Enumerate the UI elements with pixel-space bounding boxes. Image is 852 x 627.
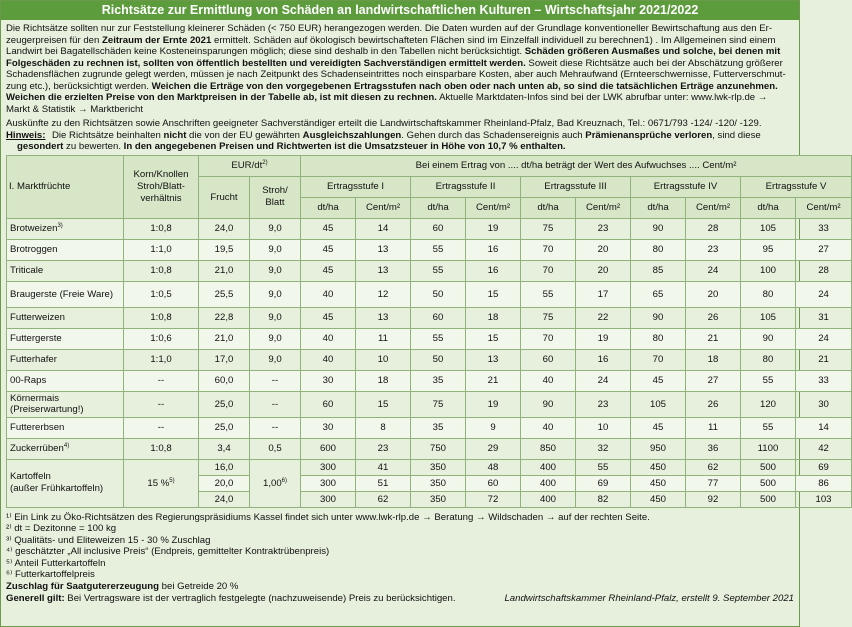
cent-cell: 26 xyxy=(686,307,741,328)
yield-cell: 850 xyxy=(521,438,576,459)
yield-cell: 40 xyxy=(301,349,356,370)
crop-label: (außer Frühkartoffeln) xyxy=(10,483,104,494)
hint-line xyxy=(52,130,794,142)
intro-bold-part: Weichen die Erträge von den vorgegebenen Ertragsstufen nach oben oder nach unten ab, so sind die tatsächlichen Erträge anzunehmen. xyxy=(151,80,778,92)
cent-cell: 48 xyxy=(466,459,521,475)
yield-cell: 80 xyxy=(741,281,796,307)
footnote: ²⁾ dt = Dezitonne = 100 kg xyxy=(6,523,117,535)
intro-text-part: Landwirt bei Bagatellschäden keine Kosteneinsparungen möglich; diese sind deshalb in den Tabellen nicht berücksichtigt. xyxy=(6,46,525,57)
yield-cell: 750 xyxy=(411,438,466,459)
cent-cell: 15 xyxy=(466,328,521,349)
ratio-cell: -- xyxy=(124,370,199,391)
intro-text-part: zeugerpreisen für den xyxy=(6,34,102,46)
crop-name xyxy=(7,260,124,281)
header-unit-ct: Cent/m² xyxy=(356,197,411,218)
hint-part: Die Richtsätze beinhalten xyxy=(52,129,164,141)
cent-cell: 69 xyxy=(576,475,631,491)
cent-cell: 21 xyxy=(686,328,741,349)
yield-cell: 55 xyxy=(411,328,466,349)
header-stage: Ertragsstufe V xyxy=(741,176,852,197)
fruit-price-cell: 22,8 xyxy=(199,307,250,328)
cent-cell: 33 xyxy=(796,370,852,391)
yield-cell: 450 xyxy=(631,491,686,507)
cent-cell: 17 xyxy=(576,281,631,307)
vat-note: In den angegebenen Preisen und Richtwerten ist die Umsatzsteuer in Höhe von 10,7 % enthalten. xyxy=(123,141,566,152)
hint-bold-part: gesondert xyxy=(17,141,64,152)
straw-price-cell: -- xyxy=(250,417,301,438)
cent-cell: 14 xyxy=(356,218,411,239)
hint-bold-part: Ausgleichszahlungen xyxy=(302,129,402,141)
footnote: ⁶⁾ Futterkartoffelpreis xyxy=(6,569,95,581)
yield-cell: 75 xyxy=(521,307,576,328)
cent-cell: 23 xyxy=(576,391,631,417)
fruit-price-cell: 3,4 xyxy=(199,438,250,459)
yield-cell: 70 xyxy=(631,349,686,370)
table-row xyxy=(7,370,852,391)
cent-cell: 16 xyxy=(466,239,521,260)
yield-cell: 350 xyxy=(411,459,466,475)
yield-cell: 35 xyxy=(411,417,466,438)
fruit-price-cell: 24,0 xyxy=(199,218,250,239)
table-row xyxy=(7,438,852,459)
general-rule xyxy=(6,593,456,605)
cent-cell: 13 xyxy=(356,260,411,281)
table-row xyxy=(7,260,852,281)
cent-cell: 103 xyxy=(796,491,852,507)
header-unit-dt: dt/ha xyxy=(411,197,466,218)
cent-cell: 13 xyxy=(356,239,411,260)
ratio-value: 15 % xyxy=(147,477,170,489)
yield-cell: 400 xyxy=(521,459,576,475)
yield-cell: 40 xyxy=(301,281,356,307)
table-row xyxy=(7,328,852,349)
yield-cell: 90 xyxy=(631,218,686,239)
cent-cell: 20 xyxy=(576,239,631,260)
cent-cell: 92 xyxy=(686,491,741,507)
table-row xyxy=(7,459,852,475)
yield-cell: 120 xyxy=(741,391,796,417)
cent-cell: 33 xyxy=(796,218,852,239)
cent-cell: 10 xyxy=(576,417,631,438)
straw-price-cell: -- xyxy=(250,370,301,391)
yield-cell: 45 xyxy=(301,218,356,239)
table-row xyxy=(7,417,852,438)
table-row xyxy=(7,281,852,307)
hint-part: die von der EU gewährten xyxy=(186,129,303,141)
straw-price-cell: 9,0 xyxy=(250,349,301,370)
seed-surcharge-value: bei Getreide 20 % xyxy=(159,581,239,593)
yield-cell: 105 xyxy=(631,391,686,417)
ratio-cell: 1:1,0 xyxy=(124,239,199,260)
ratio-cell: -- xyxy=(124,391,199,417)
yield-cell: 500 xyxy=(741,459,796,475)
yield-cell: 65 xyxy=(631,281,686,307)
crop-name xyxy=(7,370,124,391)
yield-cell: 55 xyxy=(411,260,466,281)
yield-cell: 55 xyxy=(521,281,576,307)
crop-name xyxy=(7,281,124,307)
crop-label: Futtererbsen xyxy=(10,422,65,433)
footnotes xyxy=(1,508,799,605)
intro-text-part: zung etc.), berücksichtigt werden. xyxy=(6,80,152,92)
cent-cell: 23 xyxy=(576,218,631,239)
hint-label: Hinweis: xyxy=(6,129,46,141)
cent-cell: 62 xyxy=(356,491,411,507)
cent-cell: 18 xyxy=(356,370,411,391)
crop-label: Futterweizen xyxy=(10,312,65,323)
ratio-cell: 1:1,0 xyxy=(124,349,199,370)
hint-block xyxy=(6,130,794,142)
yield-cell: 450 xyxy=(631,475,686,491)
footnote: ⁴⁾ geschätzter „All inclusive Preis“ (Endpreis, gemittelter Kontraktrübenpreis) xyxy=(6,546,330,558)
cent-cell: 21 xyxy=(466,370,521,391)
header-eur-label: EUR/dt xyxy=(231,160,263,171)
footnote-ref: 4) xyxy=(63,442,70,449)
crop-name xyxy=(7,328,124,349)
crop-label: Braugerste (Freie Ware) xyxy=(10,288,114,300)
yield-cell: 300 xyxy=(301,491,356,507)
yield-cell: 70 xyxy=(521,260,576,281)
yield-cell: 80 xyxy=(631,328,686,349)
yield-cell: 350 xyxy=(411,475,466,491)
yield-cell: 1100 xyxy=(741,438,796,459)
crop-label: Triticale xyxy=(10,265,44,276)
crop-label: Futtergerste xyxy=(10,333,62,344)
straw-price-cell xyxy=(250,459,301,507)
yield-cell: 60 xyxy=(411,307,466,328)
yield-cell: 55 xyxy=(741,417,796,438)
cent-cell: 24 xyxy=(576,370,631,391)
footnote-ref: 5) xyxy=(169,477,175,484)
header-straw: Stroh/ Blatt xyxy=(250,176,301,218)
general-rule-label: Generell gilt: xyxy=(6,592,65,604)
intro-line xyxy=(6,46,794,58)
yield-cell: 100 xyxy=(741,260,796,281)
yield-cell: 350 xyxy=(411,491,466,507)
yield-cell: 400 xyxy=(521,491,576,507)
yield-cell: 45 xyxy=(301,307,356,328)
header-unit-ct: Cent/m² xyxy=(466,197,521,218)
straw-price-cell: 9,0 xyxy=(250,239,301,260)
harvest-period: Zeitraum der Ernte 2021 xyxy=(102,34,212,46)
header-fruit: Frucht xyxy=(199,176,250,218)
ratio-cell: 1:0,6 xyxy=(124,328,199,349)
cent-cell: 18 xyxy=(466,307,521,328)
header-unit-dt: dt/ha xyxy=(631,197,686,218)
yield-cell: 600 xyxy=(301,438,356,459)
intro-bold-part: Schäden größeren Ausmaßes und solche, bei denen mit xyxy=(524,46,781,57)
cent-cell: 24 xyxy=(796,281,852,307)
yield-cell: 40 xyxy=(521,417,576,438)
yield-cell: 95 xyxy=(741,239,796,260)
yield-cell: 90 xyxy=(521,391,576,417)
cent-cell: 24 xyxy=(686,260,741,281)
cent-cell: 18 xyxy=(686,349,741,370)
table-row xyxy=(7,391,852,417)
table-row xyxy=(7,239,852,260)
footnote: ¹⁾ Ein Link zu Öko-Richtsätzen des Regierungspräsidiums Kassel findet sich unter www.lwk-rlp.de → Beratung → Wildschaden → auf der rechten Seite. xyxy=(6,511,650,523)
cent-cell: 19 xyxy=(466,218,521,239)
cent-cell: 42 xyxy=(796,438,852,459)
crop-name xyxy=(7,239,124,260)
fruit-price-cell: 25,0 xyxy=(199,417,250,438)
header-unit-dt: dt/ha xyxy=(741,197,796,218)
yield-cell: 400 xyxy=(521,475,576,491)
cent-cell: 41 xyxy=(356,459,411,475)
cent-cell: 16 xyxy=(576,349,631,370)
ratio-cell: 1:0,8 xyxy=(124,260,199,281)
crop-name xyxy=(7,307,124,328)
cent-cell: 21 xyxy=(796,349,852,370)
hint-part: , sind diese xyxy=(712,129,761,141)
yield-cell: 105 xyxy=(741,307,796,328)
yield-cell: 55 xyxy=(411,239,466,260)
general-rule-row xyxy=(6,593,794,605)
fruit-price-cell: 25,5 xyxy=(199,281,250,307)
ratio-cell: 1:0,8 xyxy=(124,307,199,328)
cent-cell: 27 xyxy=(796,239,852,260)
cent-cell: 28 xyxy=(686,218,741,239)
intro-text-part: Soweit diese Richtsätze auch bei der Abschätzung größerer xyxy=(525,57,783,69)
crop-name xyxy=(7,438,124,459)
cent-cell: 19 xyxy=(466,391,521,417)
footnote-ref: 2) xyxy=(262,159,268,166)
crop-label: Futterhafer xyxy=(10,354,57,365)
cent-cell: 30 xyxy=(796,391,852,417)
fruit-price-cell: 21,0 xyxy=(199,260,250,281)
ratio-cell: 1:0,5 xyxy=(124,281,199,307)
crop-name xyxy=(7,349,124,370)
straw-price-cell: 9,0 xyxy=(250,281,301,307)
cent-cell: 60 xyxy=(466,475,521,491)
source-credit: Landwirtschaftskammer Rheinland-Pfalz, erstellt 9. September 2021 xyxy=(504,592,794,604)
yield-cell: 40 xyxy=(301,328,356,349)
crop-name xyxy=(7,459,124,507)
yield-cell: 60 xyxy=(521,349,576,370)
cent-cell: 86 xyxy=(796,475,852,491)
crop-label: 00-Raps xyxy=(10,375,47,386)
header-stage: Ertragsstufe III xyxy=(521,176,631,197)
cent-cell: 8 xyxy=(356,417,411,438)
fruit-price-cell: 25,0 xyxy=(199,391,250,417)
general-rule-text: Bei Vertragsware ist der vertraglich festgelegte (nachzuweisende) Preis zu berücksichtigen. xyxy=(64,592,456,604)
footnote: ³⁾ Qualitäts- und Eliteweizen 15 - 30 % Zuschlag xyxy=(6,534,211,546)
fruit-price-cell: 20,0 xyxy=(199,475,250,491)
header-ratio: Korn/Knollen Stroh/Blatt-verhältnis xyxy=(124,155,199,218)
yield-cell: 300 xyxy=(301,475,356,491)
crop-name xyxy=(7,417,124,438)
market-link-text: Aktuelle Marktdaten-Infos sind bei der LWK abrufbar unter: www.lwk-rlp.de → xyxy=(436,92,768,103)
header-unit-dt: dt/ha xyxy=(301,197,356,218)
page-title: Richtsätze zur Ermittlung von Schäden an landwirtschaftlichen Kulturen – Wirtschaftsjahr 2021/2022 xyxy=(1,1,799,20)
cent-cell: 14 xyxy=(796,417,852,438)
intro-text xyxy=(1,20,799,153)
yield-cell: 500 xyxy=(741,475,796,491)
cent-cell: 69 xyxy=(796,459,852,475)
yield-cell: 75 xyxy=(521,218,576,239)
yield-cell: 30 xyxy=(301,417,356,438)
intro-text-part: ermittelt. Schäden auf ökologisch bewirtschafteten Flächen sind im Einzelfall individuell zu berechnen1) . Im Allgemeinen sind einem xyxy=(211,34,776,46)
straw-price-cell: 9,0 xyxy=(250,260,301,281)
hint-part: . Gehen durch das Schadensereignis auch xyxy=(401,129,586,141)
cent-cell: 20 xyxy=(686,281,741,307)
yield-cell: 45 xyxy=(301,239,356,260)
yield-cell: 50 xyxy=(411,281,466,307)
cent-cell: 72 xyxy=(466,491,521,507)
cent-cell: 15 xyxy=(466,281,521,307)
yield-cell: 500 xyxy=(741,491,796,507)
cent-cell: 15 xyxy=(356,391,411,417)
cent-cell: 11 xyxy=(686,417,741,438)
footnote: ⁵⁾ Anteil Futterkartoffeln xyxy=(6,557,106,569)
header-unit-ct: Cent/m² xyxy=(686,197,741,218)
crop-name xyxy=(7,391,124,417)
yield-cell: 105 xyxy=(741,218,796,239)
cent-cell: 11 xyxy=(356,328,411,349)
cent-cell: 28 xyxy=(796,260,852,281)
header-stage: Ertragsstufe IV xyxy=(631,176,741,197)
ratio-cell: 1:0,8 xyxy=(124,218,199,239)
header-unit-ct: Cent/m² xyxy=(796,197,852,218)
intro-bold-part: Folgeschäden zu rechnen ist, sollten von öffentlich bestellten und vereidigten Sachverständigen ermittelt werden. xyxy=(6,57,526,69)
footnote-ref: 6) xyxy=(281,477,288,484)
straw-price-cell: -- xyxy=(250,391,301,417)
cent-cell: 23 xyxy=(686,239,741,260)
contact-info: Auskünfte zu den Richtsätzen sowie Anschriften geeigneter Sachverständiger erteilt die Landwirtschaftskammer Rheinland-Pfalz, Bad Kreuznach, Tel.: 0671/793 -124/ -120/ -129. xyxy=(6,118,762,129)
header-eur xyxy=(199,155,301,176)
header-stage: Ertragsstufe II xyxy=(411,176,521,197)
yield-cell: 70 xyxy=(521,328,576,349)
cent-cell: 22 xyxy=(576,307,631,328)
yield-cell: 40 xyxy=(521,370,576,391)
ratio-cell xyxy=(124,459,199,507)
yield-cell: 45 xyxy=(631,370,686,391)
hint-line xyxy=(6,141,794,153)
header-value: Bei einem Ertrag von .... dt/ha beträgt der Wert des Aufwuchses .... Cent/m² xyxy=(301,155,852,176)
intro-line xyxy=(6,81,794,93)
header-crop: I. Marktfrüchte xyxy=(7,155,124,218)
cent-cell: 16 xyxy=(466,260,521,281)
table-row xyxy=(7,218,852,239)
yield-cell: 300 xyxy=(301,459,356,475)
intro-line xyxy=(6,92,794,104)
cent-cell: 51 xyxy=(356,475,411,491)
yield-cell: 50 xyxy=(411,349,466,370)
cent-cell: 13 xyxy=(356,307,411,328)
straw-price-cell: 9,0 xyxy=(250,218,301,239)
yield-cell: 35 xyxy=(411,370,466,391)
yield-cell: 90 xyxy=(631,307,686,328)
yield-cell: 60 xyxy=(411,218,466,239)
cent-cell: 77 xyxy=(686,475,741,491)
hint-part: zu bewerten. xyxy=(63,141,124,152)
table-row xyxy=(7,349,852,370)
footnote-ref: 3) xyxy=(57,222,63,229)
intro-line: Schadensflächen zugrunde gelegt werden, müssen je nach Zeitpunkt des Schadenseintrittes noch einsparbare Kosten, aber auch Mehraufwand (Ernteerschwernisse, Futterverschmut- xyxy=(6,69,786,80)
cent-cell: 13 xyxy=(466,349,521,370)
header-stage: Ertragsstufe I xyxy=(301,176,411,197)
fruit-price-cell: 24,0 xyxy=(199,491,250,507)
seed-surcharge xyxy=(6,581,794,593)
ratio-cell: -- xyxy=(124,417,199,438)
hint-bold-part: Prämienansprüche verloren xyxy=(585,129,713,141)
cent-cell: 31 xyxy=(796,307,852,328)
crop-name xyxy=(7,218,124,239)
fruit-price-cell: 17,0 xyxy=(199,349,250,370)
intro-line: Die Richtsätze sollten nur zur Feststellung kleinerer Schäden (< 750 EUR) herangezogen werden. Die Daten wurden auf der Grundlage konventioneller Bewirtschaftung aus den Er- xyxy=(6,23,773,34)
intro-line xyxy=(6,58,794,70)
yield-cell: 90 xyxy=(741,328,796,349)
rates-table xyxy=(6,155,852,508)
hint-bold-part: nicht xyxy=(163,129,187,141)
cent-cell: 27 xyxy=(686,370,741,391)
crop-label: Brotroggen xyxy=(10,244,58,255)
header-unit-dt: dt/ha xyxy=(521,197,576,218)
yield-cell: 75 xyxy=(411,391,466,417)
fruit-price-cell: 16,0 xyxy=(199,459,250,475)
crop-label: Brotweizen xyxy=(10,223,58,234)
fruit-price-cell: 21,0 xyxy=(199,328,250,349)
yield-cell: 55 xyxy=(741,370,796,391)
cent-cell: 26 xyxy=(686,391,741,417)
yield-cell: 60 xyxy=(301,391,356,417)
cent-cell: 12 xyxy=(356,281,411,307)
yield-cell: 85 xyxy=(631,260,686,281)
cent-cell: 36 xyxy=(686,438,741,459)
cent-cell: 19 xyxy=(576,328,631,349)
cent-cell: 55 xyxy=(576,459,631,475)
straw-price-value: 1,00 xyxy=(262,477,282,489)
yield-cell: 450 xyxy=(631,459,686,475)
crop-label: Zuckerrüben xyxy=(10,443,64,454)
cent-cell: 29 xyxy=(466,438,521,459)
cent-cell: 32 xyxy=(576,438,631,459)
crop-label: Kartoffeln xyxy=(10,471,51,482)
intro-line: Markt & Statistik → Marktbericht xyxy=(6,103,144,115)
yield-cell: 80 xyxy=(741,349,796,370)
cent-cell: 20 xyxy=(576,260,631,281)
cent-cell: 62 xyxy=(686,459,741,475)
yield-cell: 45 xyxy=(301,260,356,281)
ratio-cell: 1:0,8 xyxy=(124,438,199,459)
table-row xyxy=(7,307,852,328)
straw-price-cell: 9,0 xyxy=(250,307,301,328)
seed-surcharge-label: Zuschlag für Saatgutererzeugung xyxy=(6,581,159,593)
cent-cell: 24 xyxy=(796,328,852,349)
hint-text xyxy=(52,130,794,142)
yield-cell: 80 xyxy=(631,239,686,260)
fruit-price-cell: 19,5 xyxy=(199,239,250,260)
yield-cell: 950 xyxy=(631,438,686,459)
yield-cell: 70 xyxy=(521,239,576,260)
yield-cell: 30 xyxy=(301,370,356,391)
yield-cell: 45 xyxy=(631,417,686,438)
intro-bold-part: Weichen die erzielten Preise von den Marktpreisen in der Tabelle ab, ist mit diesen zu rechnen. xyxy=(6,92,437,103)
straw-price-cell: 0,5 xyxy=(250,438,301,459)
straw-price-cell: 9,0 xyxy=(250,328,301,349)
intro-line xyxy=(6,35,794,47)
cent-cell: 23 xyxy=(356,438,411,459)
cent-cell: 10 xyxy=(356,349,411,370)
cent-cell: 82 xyxy=(576,491,631,507)
table-body xyxy=(7,218,852,507)
crop-label: Körnermais (Preiserwartung!) xyxy=(10,393,84,415)
header-unit-ct: Cent/m² xyxy=(576,197,631,218)
fruit-price-cell: 60,0 xyxy=(199,370,250,391)
cent-cell: 9 xyxy=(466,417,521,438)
